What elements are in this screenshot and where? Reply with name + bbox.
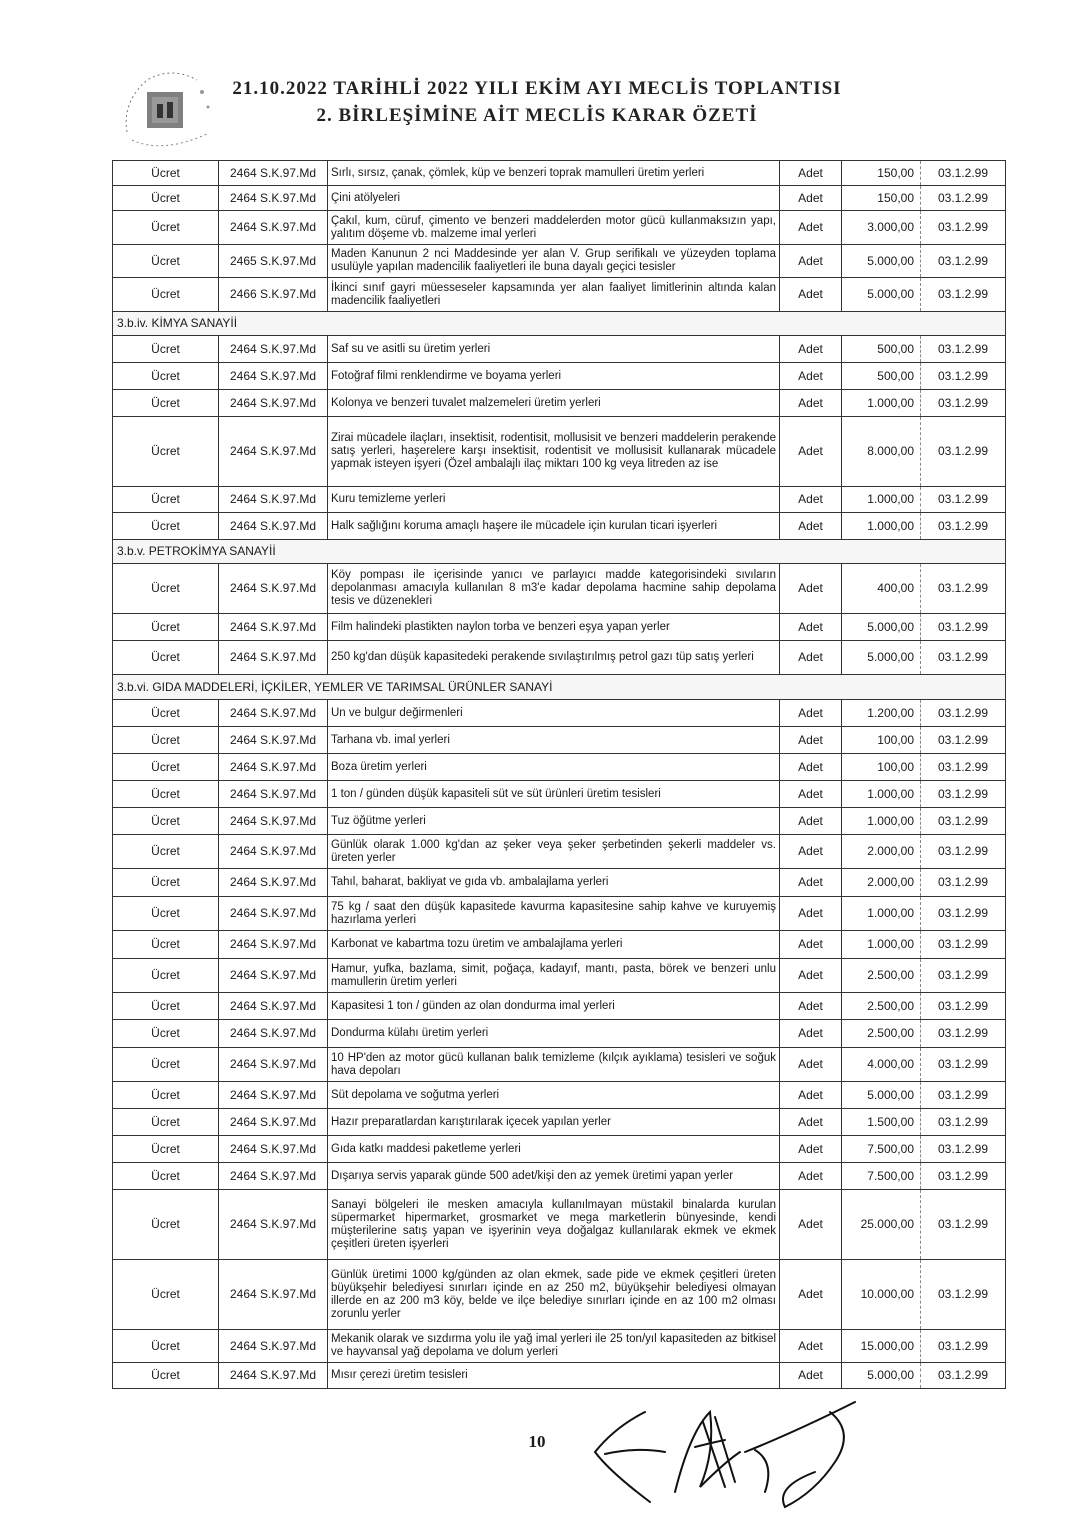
fee-type-cell: Ücret bbox=[113, 1082, 219, 1109]
fee-type-cell: Ücret bbox=[113, 1363, 219, 1389]
activity-description-cell: Saf su ve asitli su üretim yerleri bbox=[328, 336, 780, 363]
fee-type-cell: Ücret bbox=[113, 1020, 219, 1048]
amount-cell: 1.200,00 bbox=[842, 700, 921, 727]
table-row bbox=[113, 363, 1006, 390]
activity-description-cell: Hamur, yufka, bazlama, simit, poğaça, kadayıf, mantı, pasta, börek ve benzeri unlu mamullerin üretim yerleri bbox=[328, 959, 780, 993]
activity-description-cell: Sırlı, sırsız, çanak, çömlek, küp ve benzeri toprak mamulleri üretim yerleri bbox=[328, 161, 780, 186]
legal-reference-cell: 2464 S.K.97.Md bbox=[219, 417, 328, 487]
activity-description-cell: Çini atölyeleri bbox=[328, 186, 780, 211]
amount-cell: 2.000,00 bbox=[842, 869, 921, 897]
fee-type-cell: Ücret bbox=[113, 1163, 219, 1190]
legal-reference-cell: 2464 S.K.97.Md bbox=[219, 808, 328, 835]
table-row bbox=[113, 700, 1006, 727]
legal-reference-cell: 2464 S.K.97.Md bbox=[219, 931, 328, 959]
fee-type-cell: Ücret bbox=[113, 245, 219, 278]
activity-description-cell: Zirai mücadele ilaçları, insektisit, rodentisit, mollusisit ve benzeri maddelerin perakende satış yerleri, haşerelere karşı insektisit, rodentisit ve mollusisit kullanarak mücadele yapmak isteyen işyeri (Özel ambalajlı ilaç miktarı 100 kg veya litreden az ise bbox=[328, 417, 780, 487]
unit-cell: Adet bbox=[780, 513, 842, 540]
table-row bbox=[113, 1109, 1006, 1136]
budget-code-cell: 03.1.2.99 bbox=[921, 781, 1006, 808]
unit-cell: Adet bbox=[780, 869, 842, 897]
amount-cell: 2.000,00 bbox=[842, 835, 921, 869]
activity-description-cell: Çakıl, kum, cüruf, çimento ve benzeri maddelerden motor gücü kullanmaksızın yapı, yalıtım döşeme vb. malzeme imal yerleri bbox=[328, 211, 780, 245]
table-row bbox=[113, 1082, 1006, 1109]
budget-code-cell: 03.1.2.99 bbox=[921, 1363, 1006, 1389]
fee-type-cell: Ücret bbox=[113, 186, 219, 211]
legal-reference-cell: 2464 S.K.97.Md bbox=[219, 641, 328, 675]
table-row bbox=[113, 1020, 1006, 1048]
table-row bbox=[113, 1163, 1006, 1190]
unit-cell: Adet bbox=[780, 897, 842, 931]
fee-type-cell: Ücret bbox=[113, 959, 219, 993]
activity-description-cell: Film halindeki plastikten naylon torba ve benzeri eşya yapan yerler bbox=[328, 614, 780, 641]
legal-reference-cell: 2464 S.K.97.Md bbox=[219, 1163, 328, 1190]
table-row bbox=[113, 959, 1006, 993]
table-row bbox=[113, 186, 1006, 211]
table-row bbox=[113, 1330, 1006, 1363]
budget-code-cell: 03.1.2.99 bbox=[921, 487, 1006, 513]
budget-code-cell: 03.1.2.99 bbox=[921, 808, 1006, 835]
budget-code-cell: 03.1.2.99 bbox=[921, 1330, 1006, 1363]
amount-cell: 500,00 bbox=[842, 363, 921, 390]
unit-cell: Adet bbox=[780, 993, 842, 1020]
unit-cell: Adet bbox=[780, 1260, 842, 1330]
legal-reference-cell: 2464 S.K.97.Md bbox=[219, 513, 328, 540]
legal-reference-cell: 2464 S.K.97.Md bbox=[219, 1082, 328, 1109]
budget-code-cell: 03.1.2.99 bbox=[921, 363, 1006, 390]
fee-type-cell: Ücret bbox=[113, 513, 219, 540]
table-row bbox=[113, 1136, 1006, 1163]
fee-type-cell: Ücret bbox=[113, 161, 219, 186]
legal-reference-cell: 2464 S.K.97.Md bbox=[219, 700, 328, 727]
unit-cell: Adet bbox=[780, 1330, 842, 1363]
unit-cell: Adet bbox=[780, 959, 842, 993]
table-row bbox=[113, 278, 1006, 312]
table-row bbox=[113, 1190, 1006, 1260]
legal-reference-cell: 2464 S.K.97.Md bbox=[219, 487, 328, 513]
unit-cell: Adet bbox=[780, 487, 842, 513]
activity-description-cell: 250 kg'dan düşük kapasitedeki perakende sıvılaştırılmış petrol gazı tüp satış yerleri bbox=[328, 641, 780, 675]
fee-type-cell: Ücret bbox=[113, 1136, 219, 1163]
activity-description-cell: Mekanik olarak ve sızdırma yolu ile yağ imal yerleri ile 25 ton/yıl kapasiteden az bitkisel ve hayvansal yağ depolama ve dolum yerleri bbox=[328, 1330, 780, 1363]
table-row bbox=[113, 754, 1006, 781]
activity-description-cell: Köy pompası ile içerisinde yanıcı ve parlayıcı madde kategorisindeki sıvıların depolanması amacıyla kullanılan 8 m3'e kadar depolama hacmine sahip depolama tesis ve düzenekleri bbox=[328, 564, 780, 614]
table-row bbox=[113, 564, 1006, 614]
fee-type-cell: Ücret bbox=[113, 835, 219, 869]
fee-type-cell: Ücret bbox=[113, 1330, 219, 1363]
budget-code-cell: 03.1.2.99 bbox=[921, 931, 1006, 959]
legal-reference-cell: 2464 S.K.97.Md bbox=[219, 781, 328, 808]
legal-reference-cell: 2465 S.K.97.Md bbox=[219, 245, 328, 278]
budget-code-cell: 03.1.2.99 bbox=[921, 417, 1006, 487]
amount-cell: 1.000,00 bbox=[842, 808, 921, 835]
table-row bbox=[113, 161, 1006, 186]
fee-type-cell: Ücret bbox=[113, 1048, 219, 1082]
table-row bbox=[113, 808, 1006, 835]
activity-description-cell: Fotoğraf filmi renklendirme ve boyama yerleri bbox=[328, 363, 780, 390]
legal-reference-cell: 2464 S.K.97.Md bbox=[219, 363, 328, 390]
table-row bbox=[113, 781, 1006, 808]
amount-cell: 8.000,00 bbox=[842, 417, 921, 487]
amount-cell: 500,00 bbox=[842, 336, 921, 363]
budget-code-cell: 03.1.2.99 bbox=[921, 564, 1006, 614]
fee-type-cell: Ücret bbox=[113, 993, 219, 1020]
table-row bbox=[113, 897, 1006, 931]
amount-cell: 2.500,00 bbox=[842, 993, 921, 1020]
fee-type-cell: Ücret bbox=[113, 754, 219, 781]
amount-cell: 15.000,00 bbox=[842, 1330, 921, 1363]
amount-cell: 150,00 bbox=[842, 161, 921, 186]
table-row bbox=[113, 211, 1006, 245]
unit-cell: Adet bbox=[780, 781, 842, 808]
unit-cell: Adet bbox=[780, 186, 842, 211]
amount-cell: 7.500,00 bbox=[842, 1163, 921, 1190]
budget-code-cell: 03.1.2.99 bbox=[921, 336, 1006, 363]
budget-code-cell: 03.1.2.99 bbox=[921, 1082, 1006, 1109]
activity-description-cell: Günlük üretimi 1000 kg/günden az olan ekmek, sade pide ve ekmek çeşitleri üreten büyükşehir belediyesi sınırları içinde en az 250 m2, büyükşehir belediyesi olmayan illerde en az 200 m3 köy, belde ve ilçe belediye sınırları içinde en az 100 m2 olması zorunlu yerler bbox=[328, 1260, 780, 1330]
legal-reference-cell: 2464 S.K.97.Md bbox=[219, 993, 328, 1020]
budget-code-cell: 03.1.2.99 bbox=[921, 1109, 1006, 1136]
unit-cell: Adet bbox=[780, 245, 842, 278]
table-row bbox=[113, 1260, 1006, 1330]
fee-type-cell: Ücret bbox=[113, 1190, 219, 1260]
activity-description-cell: Tahıl, baharat, bakliyat ve gıda vb. ambalajlama yerleri bbox=[328, 869, 780, 897]
fee-type-cell: Ücret bbox=[113, 336, 219, 363]
unit-cell: Adet bbox=[780, 835, 842, 869]
legal-reference-cell: 2464 S.K.97.Md bbox=[219, 211, 328, 245]
fee-type-cell: Ücret bbox=[113, 781, 219, 808]
budget-code-cell: 03.1.2.99 bbox=[921, 959, 1006, 993]
table-row bbox=[113, 513, 1006, 540]
unit-cell: Adet bbox=[780, 641, 842, 675]
budget-code-cell: 03.1.2.99 bbox=[921, 211, 1006, 245]
table-row bbox=[113, 641, 1006, 675]
budget-code-cell: 03.1.2.99 bbox=[921, 897, 1006, 931]
fee-type-cell: Ücret bbox=[113, 564, 219, 614]
fee-type-cell: Ücret bbox=[113, 417, 219, 487]
amount-cell: 5.000,00 bbox=[842, 245, 921, 278]
activity-description-cell: Süt depolama ve soğutma yerleri bbox=[328, 1082, 780, 1109]
unit-cell: Adet bbox=[780, 1082, 842, 1109]
activity-description-cell: Gıda katkı maddesi paketleme yerleri bbox=[328, 1136, 780, 1163]
activity-description-cell: 10 HP'den az motor gücü kullanan balık temizleme (kılçık ayıklama) tesisleri ve soğuk hava depoları bbox=[328, 1048, 780, 1082]
table-row bbox=[113, 390, 1006, 417]
activity-description-cell: Kolonya ve benzeri tuvalet malzemeleri üretim yerleri bbox=[328, 390, 780, 417]
table-row bbox=[113, 614, 1006, 641]
amount-cell: 4.000,00 bbox=[842, 1048, 921, 1082]
fee-type-cell: Ücret bbox=[113, 808, 219, 835]
table-row bbox=[113, 835, 1006, 869]
amount-cell: 25.000,00 bbox=[842, 1190, 921, 1260]
amount-cell: 5.000,00 bbox=[842, 278, 921, 312]
legal-reference-cell: 2464 S.K.97.Md bbox=[219, 1260, 328, 1330]
legal-reference-cell: 2466 S.K.97.Md bbox=[219, 278, 328, 312]
fee-type-cell: Ücret bbox=[113, 931, 219, 959]
legal-reference-cell: 2464 S.K.97.Md bbox=[219, 835, 328, 869]
activity-description-cell: Günlük olarak 1.000 kg'dan az şeker veya şeker şerbetinden şekerli maddeler vs. üreten yerler bbox=[328, 835, 780, 869]
activity-description-cell: Karbonat ve kabartma tozu üretim ve ambalajlama yerleri bbox=[328, 931, 780, 959]
amount-cell: 1.000,00 bbox=[842, 931, 921, 959]
unit-cell: Adet bbox=[780, 700, 842, 727]
budget-code-cell: 03.1.2.99 bbox=[921, 835, 1006, 869]
fee-type-cell: Ücret bbox=[113, 390, 219, 417]
amount-cell: 1.000,00 bbox=[842, 897, 921, 931]
unit-cell: Adet bbox=[780, 1363, 842, 1389]
table-row bbox=[113, 487, 1006, 513]
legal-reference-cell: 2464 S.K.97.Md bbox=[219, 186, 328, 211]
fee-table bbox=[112, 160, 1006, 1389]
fee-type-cell: Ücret bbox=[113, 869, 219, 897]
budget-code-cell: 03.1.2.99 bbox=[921, 513, 1006, 540]
legal-reference-cell: 2464 S.K.97.Md bbox=[219, 1190, 328, 1260]
activity-description-cell: Hazır preparatlardan karıştırılarak içecek yapılan yerler bbox=[328, 1109, 780, 1136]
unit-cell: Adet bbox=[780, 1136, 842, 1163]
budget-code-cell: 03.1.2.99 bbox=[921, 614, 1006, 641]
amount-cell: 1.500,00 bbox=[842, 1109, 921, 1136]
unit-cell: Adet bbox=[780, 278, 842, 312]
page-number: 10 bbox=[528, 1432, 546, 1451]
activity-description-cell: Sanayi bölgeleri ile mesken amacıyla kullanılmayan müstakil binalarda kurulan süpermarket hipermarket, grosmarket ve mega marketlerin bünyesinde, kendi müşterilerine satış yapan ve işyerinin veya doğalgaz kullanılarak ekmek ve ekmek çeşitleri üreten işyerleri bbox=[328, 1190, 780, 1260]
amount-cell: 100,00 bbox=[842, 754, 921, 781]
legal-reference-cell: 2464 S.K.97.Md bbox=[219, 1109, 328, 1136]
budget-code-cell: 03.1.2.99 bbox=[921, 161, 1006, 186]
fee-type-cell: Ücret bbox=[113, 1109, 219, 1136]
unit-cell: Adet bbox=[780, 1163, 842, 1190]
activity-description-cell: Boza üretim yerleri bbox=[328, 754, 780, 781]
legal-reference-cell: 2464 S.K.97.Md bbox=[219, 614, 328, 641]
legal-reference-cell: 2464 S.K.97.Md bbox=[219, 1020, 328, 1048]
budget-code-cell: 03.1.2.99 bbox=[921, 278, 1006, 312]
fee-type-cell: Ücret bbox=[113, 278, 219, 312]
unit-cell: Adet bbox=[780, 754, 842, 781]
table-row bbox=[113, 336, 1006, 363]
legal-reference-cell: 2464 S.K.97.Md bbox=[219, 754, 328, 781]
activity-description-cell: Dışarıya servis yaparak günde 500 adet/kişi den az yemek üretimi yapan yerler bbox=[328, 1163, 780, 1190]
unit-cell: Adet bbox=[780, 417, 842, 487]
unit-cell: Adet bbox=[780, 931, 842, 959]
activity-description-cell: 75 kg / saat den düşük kapasitede kavurma kapasitesine sahip kahve ve kuruyemiş hazırlama yerleri bbox=[328, 897, 780, 931]
legal-reference-cell: 2464 S.K.97.Md bbox=[219, 564, 328, 614]
unit-cell: Adet bbox=[780, 363, 842, 390]
fee-type-cell: Ücret bbox=[113, 641, 219, 675]
legal-reference-cell: 2464 S.K.97.Md bbox=[219, 1136, 328, 1163]
fee-type-cell: Ücret bbox=[113, 700, 219, 727]
amount-cell: 5.000,00 bbox=[842, 1082, 921, 1109]
activity-description-cell: 1 ton / günden düşük kapasiteli süt ve süt ürünleri üretim tesisleri bbox=[328, 781, 780, 808]
table-row bbox=[113, 1048, 1006, 1082]
meeting-title: 21.10.2022 TARİHLİ 2022 YILI EKİM AYI MECLİS TOPLANTISI bbox=[232, 78, 842, 99]
unit-cell: Adet bbox=[780, 614, 842, 641]
unit-cell: Adet bbox=[780, 1048, 842, 1082]
amount-cell: 1.000,00 bbox=[842, 487, 921, 513]
activity-description-cell: Un ve bulgur değirmenleri bbox=[328, 700, 780, 727]
unit-cell: Adet bbox=[780, 161, 842, 186]
fee-type-cell: Ücret bbox=[113, 1260, 219, 1330]
legal-reference-cell: 2464 S.K.97.Md bbox=[219, 959, 328, 993]
budget-code-cell: 03.1.2.99 bbox=[921, 1190, 1006, 1260]
unit-cell: Adet bbox=[780, 211, 842, 245]
activity-description-cell: Kuru temizleme yerleri bbox=[328, 487, 780, 513]
unit-cell: Adet bbox=[780, 1020, 842, 1048]
activity-description-cell: Kapasitesi 1 ton / günden az olan dondurma imal yerleri bbox=[328, 993, 780, 1020]
budget-code-cell: 03.1.2.99 bbox=[921, 727, 1006, 754]
budget-code-cell: 03.1.2.99 bbox=[921, 1136, 1006, 1163]
legal-reference-cell: 2464 S.K.97.Md bbox=[219, 869, 328, 897]
budget-code-cell: 03.1.2.99 bbox=[921, 245, 1006, 278]
section-header-label: 3.b.iv. KİMYA SANAYİİ bbox=[113, 312, 1006, 336]
amount-cell: 5.000,00 bbox=[842, 641, 921, 675]
unit-cell: Adet bbox=[780, 727, 842, 754]
budget-code-cell: 03.1.2.99 bbox=[921, 754, 1006, 781]
unit-cell: Adet bbox=[780, 336, 842, 363]
amount-cell: 5.000,00 bbox=[842, 1363, 921, 1389]
decision-summary-title: 2. BİRLEŞİMİNE AİT MECLİS KARAR ÖZETİ bbox=[316, 105, 758, 126]
section-header-row bbox=[113, 312, 1006, 336]
activity-description-cell: İkinci sınıf gayri müesseseler kapsamında yer alan faaliyet limitlerinin altında kalan madencilik faaliyetleri bbox=[328, 278, 780, 312]
budget-code-cell: 03.1.2.99 bbox=[921, 993, 1006, 1020]
activity-description-cell: Tuz öğütme yerleri bbox=[328, 808, 780, 835]
table-row bbox=[113, 417, 1006, 487]
amount-cell: 1.000,00 bbox=[842, 390, 921, 417]
table-row bbox=[113, 993, 1006, 1020]
amount-cell: 150,00 bbox=[842, 186, 921, 211]
budget-code-cell: 03.1.2.99 bbox=[921, 390, 1006, 417]
legal-reference-cell: 2464 S.K.97.Md bbox=[219, 161, 328, 186]
section-header-row bbox=[113, 675, 1006, 700]
budget-code-cell: 03.1.2.99 bbox=[921, 869, 1006, 897]
fee-type-cell: Ücret bbox=[113, 727, 219, 754]
table-row bbox=[113, 727, 1006, 754]
budget-code-cell: 03.1.2.99 bbox=[921, 1048, 1006, 1082]
table-row bbox=[113, 931, 1006, 959]
legal-reference-cell: 2464 S.K.97.Md bbox=[219, 1330, 328, 1363]
legal-reference-cell: 2464 S.K.97.Md bbox=[219, 390, 328, 417]
budget-code-cell: 03.1.2.99 bbox=[921, 186, 1006, 211]
fee-type-cell: Ücret bbox=[113, 363, 219, 390]
handwritten-signatures bbox=[575, 1392, 875, 1522]
table-row bbox=[113, 1363, 1006, 1389]
fee-type-cell: Ücret bbox=[113, 487, 219, 513]
amount-cell: 2.500,00 bbox=[842, 1020, 921, 1048]
legal-reference-cell: 2464 S.K.97.Md bbox=[219, 1048, 328, 1082]
amount-cell: 10.000,00 bbox=[842, 1260, 921, 1330]
amount-cell: 400,00 bbox=[842, 564, 921, 614]
unit-cell: Adet bbox=[780, 1190, 842, 1260]
unit-cell: Adet bbox=[780, 564, 842, 614]
section-header-label: 3.b.v. PETROKİMYA SANAYİİ bbox=[113, 540, 1006, 564]
activity-description-cell: Mısır çerezi üretim tesisleri bbox=[328, 1363, 780, 1389]
legal-reference-cell: 2464 S.K.97.Md bbox=[219, 1363, 328, 1389]
section-header-row bbox=[113, 540, 1006, 564]
budget-code-cell: 03.1.2.99 bbox=[921, 1020, 1006, 1048]
amount-cell: 2.500,00 bbox=[842, 959, 921, 993]
unit-cell: Adet bbox=[780, 390, 842, 417]
unit-cell: Adet bbox=[780, 1109, 842, 1136]
table-row bbox=[113, 869, 1006, 897]
activity-description-cell: Halk sağlığını koruma amaçlı haşere ile mücadele için kurulan ticari işyerleri bbox=[328, 513, 780, 540]
legal-reference-cell: 2464 S.K.97.Md bbox=[219, 897, 328, 931]
unit-cell: Adet bbox=[780, 808, 842, 835]
activity-description-cell: Maden Kanunun 2 nci Maddesinde yer alan V. Grup serifikalı ve yüzeyden toplama usulüyle yapılan madencilik faaliyetleri ile buna dayalı geçici tesisler bbox=[328, 245, 780, 278]
fee-type-cell: Ücret bbox=[113, 897, 219, 931]
table-row bbox=[113, 245, 1006, 278]
fee-type-cell: Ücret bbox=[113, 614, 219, 641]
budget-code-cell: 03.1.2.99 bbox=[921, 1163, 1006, 1190]
amount-cell: 7.500,00 bbox=[842, 1136, 921, 1163]
amount-cell: 1.000,00 bbox=[842, 513, 921, 540]
budget-code-cell: 03.1.2.99 bbox=[921, 641, 1006, 675]
budget-code-cell: 03.1.2.99 bbox=[921, 700, 1006, 727]
budget-code-cell: 03.1.2.99 bbox=[921, 1260, 1006, 1330]
legal-reference-cell: 2464 S.K.97.Md bbox=[219, 727, 328, 754]
legal-reference-cell: 2464 S.K.97.Md bbox=[219, 336, 328, 363]
section-header-label: 3.b.vi. GIDA MADDELERİ, İÇKİLER, YEMLER VE TARIMSAL ÜRÜNLER SANAYİ bbox=[113, 675, 1006, 700]
activity-description-cell: Dondurma külahı üretim yerleri bbox=[328, 1020, 780, 1048]
amount-cell: 1.000,00 bbox=[842, 781, 921, 808]
amount-cell: 5.000,00 bbox=[842, 614, 921, 641]
fee-type-cell: Ücret bbox=[113, 211, 219, 245]
amount-cell: 100,00 bbox=[842, 727, 921, 754]
activity-description-cell: Tarhana vb. imal yerleri bbox=[328, 727, 780, 754]
amount-cell: 3.000,00 bbox=[842, 211, 921, 245]
